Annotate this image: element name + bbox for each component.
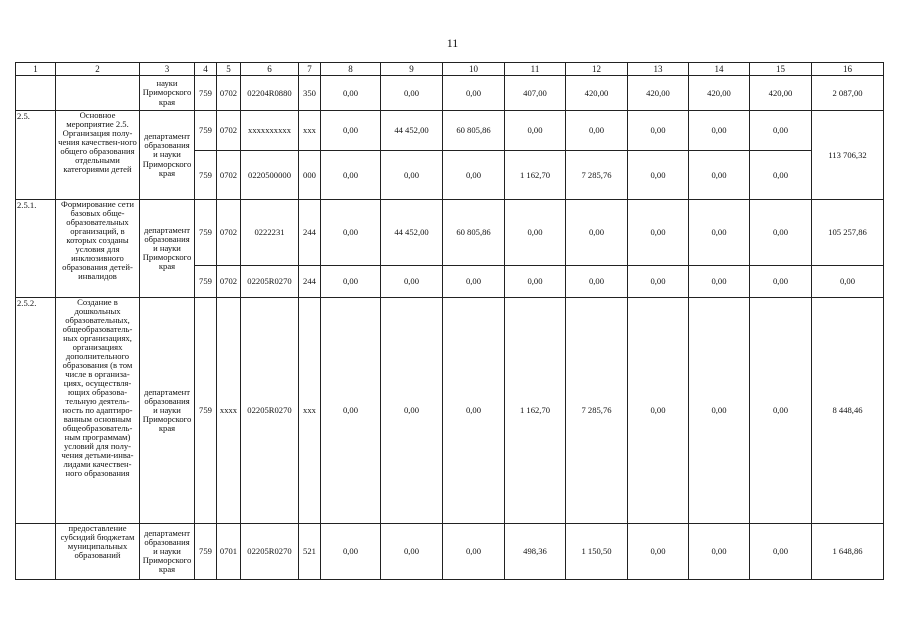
column-header: 7 bbox=[299, 63, 321, 76]
table-row bbox=[16, 200, 884, 266]
amount-cell: 0,00 bbox=[566, 111, 628, 151]
section-code: 0702 bbox=[217, 76, 241, 111]
target-article-code: 02205R0270 bbox=[241, 266, 299, 298]
grbs-code: 759 bbox=[195, 76, 217, 111]
amount-cell: 0,00 bbox=[443, 266, 505, 298]
item-number: 2.5. bbox=[16, 111, 56, 200]
expense-type-code: xxx bbox=[299, 298, 321, 524]
executor: департамент образования и науки Приморского края bbox=[140, 111, 195, 200]
item-number: 2.5.1. bbox=[16, 200, 56, 298]
header-row bbox=[16, 63, 884, 76]
grbs-code: 759 bbox=[195, 298, 217, 524]
amount-cell: 0,00 bbox=[505, 200, 566, 266]
section-code: xxxx bbox=[217, 298, 241, 524]
amount-cell: 0,00 bbox=[443, 76, 505, 111]
total-cell: 2 087,00 bbox=[812, 76, 884, 111]
amount-cell: 1 162,70 bbox=[505, 151, 566, 200]
column-header: 15 bbox=[750, 63, 812, 76]
item-number: 2.5.2. bbox=[16, 298, 56, 524]
amount-cell: 0,00 bbox=[689, 298, 750, 524]
amount-cell: 420,00 bbox=[566, 76, 628, 111]
amount-cell: 0,00 bbox=[750, 266, 812, 298]
amount-cell: 0,00 bbox=[443, 298, 505, 524]
amount-cell: 0,00 bbox=[750, 200, 812, 266]
column-header: 4 bbox=[195, 63, 217, 76]
column-header: 5 bbox=[217, 63, 241, 76]
total-cell: 8 448,46 bbox=[812, 298, 884, 524]
amount-cell: 0,00 bbox=[321, 200, 381, 266]
amount-cell: 0,00 bbox=[689, 524, 750, 580]
grbs-code: 759 bbox=[195, 524, 217, 580]
target-article-code: 02205R0270 bbox=[241, 298, 299, 524]
amount-cell: 0,00 bbox=[750, 111, 812, 151]
target-article-code: 02205R0270 bbox=[241, 524, 299, 580]
amount-cell: 0,00 bbox=[381, 298, 443, 524]
grbs-code: 759 bbox=[195, 151, 217, 200]
target-article-code: 0222231 bbox=[241, 200, 299, 266]
amount-cell: 0,00 bbox=[628, 151, 689, 200]
amount-cell: 7 285,76 bbox=[566, 298, 628, 524]
amount-cell: 0,00 bbox=[321, 524, 381, 580]
amount-cell: 407,00 bbox=[505, 76, 566, 111]
amount-cell: 0,00 bbox=[443, 151, 505, 200]
expense-type-code: xxx bbox=[299, 111, 321, 151]
grbs-code: 759 bbox=[195, 266, 217, 298]
grbs-code: 759 bbox=[195, 200, 217, 266]
amount-cell: 0,00 bbox=[505, 266, 566, 298]
table-row bbox=[16, 298, 884, 524]
amount-cell: 0,00 bbox=[321, 266, 381, 298]
amount-cell: 0,00 bbox=[750, 298, 812, 524]
amount-cell: 0,00 bbox=[689, 111, 750, 151]
column-header: 12 bbox=[566, 63, 628, 76]
amount-cell: 0,00 bbox=[505, 111, 566, 151]
executor: департамент образования и науки Приморского края bbox=[140, 298, 195, 524]
amount-cell: 420,00 bbox=[689, 76, 750, 111]
amount-cell: 0,00 bbox=[628, 200, 689, 266]
expense-type-code: 000 bbox=[299, 151, 321, 200]
expense-type-code: 244 bbox=[299, 266, 321, 298]
table-row bbox=[16, 524, 884, 580]
target-article-code: 0220500000 bbox=[241, 151, 299, 200]
section-code: 0702 bbox=[217, 200, 241, 266]
column-header: 11 bbox=[505, 63, 566, 76]
page-number: 11 bbox=[446, 36, 459, 50]
amount-cell: 0,00 bbox=[689, 200, 750, 266]
total-cell: 113 706,32 bbox=[812, 111, 884, 200]
amount-cell: 0,00 bbox=[381, 266, 443, 298]
amount-cell: 498,36 bbox=[505, 524, 566, 580]
amount-cell: 420,00 bbox=[628, 76, 689, 111]
column-header: 2 bbox=[56, 63, 140, 76]
amount-cell: 1 162,70 bbox=[505, 298, 566, 524]
grbs-code: 759 bbox=[195, 111, 217, 151]
amount-cell: 0,00 bbox=[628, 524, 689, 580]
amount-cell: 0,00 bbox=[689, 151, 750, 200]
section-code: 0702 bbox=[217, 266, 241, 298]
amount-cell: 0,00 bbox=[566, 266, 628, 298]
amount-cell: 7 285,76 bbox=[566, 151, 628, 200]
amount-cell: 420,00 bbox=[750, 76, 812, 111]
amount-cell: 0,00 bbox=[628, 266, 689, 298]
column-header: 14 bbox=[689, 63, 750, 76]
item-name: Основное мероприятие 2.5. Организация полу-чения качествен-ного общего образования отдельными категориями детей bbox=[56, 111, 140, 200]
amount-cell: 0,00 bbox=[689, 266, 750, 298]
item-name bbox=[56, 76, 140, 111]
amount-cell: 1 150,50 bbox=[566, 524, 628, 580]
amount-cell: 44 452,00 bbox=[381, 111, 443, 151]
section-code: 0702 bbox=[217, 151, 241, 200]
column-header: 1 bbox=[16, 63, 56, 76]
item-name: предоставление субсидий бюджетам муниципальных образований bbox=[56, 524, 140, 580]
column-header: 9 bbox=[381, 63, 443, 76]
amount-cell: 0,00 bbox=[628, 298, 689, 524]
amount-cell: 0,00 bbox=[321, 298, 381, 524]
total-cell: 1 648,86 bbox=[812, 524, 884, 580]
amount-cell: 60 805,86 bbox=[443, 111, 505, 151]
amount-cell: 0,00 bbox=[381, 151, 443, 200]
item-name: Формирование сети базовых обще-образовательных организаций, в которых созданы условия для инклюзивного образования детей-инвалидов bbox=[56, 200, 140, 298]
total-cell: 105 257,86 bbox=[812, 200, 884, 266]
amount-cell: 0,00 bbox=[566, 200, 628, 266]
section-code: 0702 bbox=[217, 111, 241, 151]
item-number bbox=[16, 524, 56, 580]
expense-type-code: 521 bbox=[299, 524, 321, 580]
expense-type-code: 350 bbox=[299, 76, 321, 111]
total-cell: 0,00 bbox=[812, 266, 884, 298]
amount-cell: 0,00 bbox=[321, 76, 381, 111]
column-header: 6 bbox=[241, 63, 299, 76]
table-row bbox=[16, 111, 884, 151]
amount-cell: 0,00 bbox=[750, 151, 812, 200]
amount-cell: 44 452,00 bbox=[381, 200, 443, 266]
column-header: 13 bbox=[628, 63, 689, 76]
column-header: 8 bbox=[321, 63, 381, 76]
item-name: Создание в дошкольных образовательных, общеобразователь-ных организациях, организациях дополнительного образования (в том числе в организа-циях, осуществля-ющих образова-тельную деятель-ность по адаптиро-ванным основным общеобразователь-ным программам) условий для полу-чения детьми-инва-лидами качествен-ного образования bbox=[56, 298, 140, 524]
amount-cell: 0,00 bbox=[628, 111, 689, 151]
amount-cell: 0,00 bbox=[321, 111, 381, 151]
amount-cell: 0,00 bbox=[750, 524, 812, 580]
amount-cell: 60 805,86 bbox=[443, 200, 505, 266]
target-article-code: xxxxxxxxxx bbox=[241, 111, 299, 151]
column-header: 3 bbox=[140, 63, 195, 76]
executor: департамент образования и науки Приморского края bbox=[140, 524, 195, 580]
item-number bbox=[16, 76, 56, 111]
expense-type-code: 244 bbox=[299, 200, 321, 266]
section-code: 0701 bbox=[217, 524, 241, 580]
executor: науки Приморского края bbox=[140, 76, 195, 111]
amount-cell: 0,00 bbox=[321, 151, 381, 200]
target-article-code: 02204R0880 bbox=[241, 76, 299, 111]
column-header: 10 bbox=[443, 63, 505, 76]
executor: департамент образования и науки Приморского края bbox=[140, 200, 195, 298]
amount-cell: 0,00 bbox=[381, 76, 443, 111]
table-row bbox=[16, 76, 884, 111]
budget-table bbox=[15, 62, 884, 580]
column-header: 16 bbox=[812, 63, 884, 76]
amount-cell: 0,00 bbox=[443, 524, 505, 580]
amount-cell: 0,00 bbox=[381, 524, 443, 580]
